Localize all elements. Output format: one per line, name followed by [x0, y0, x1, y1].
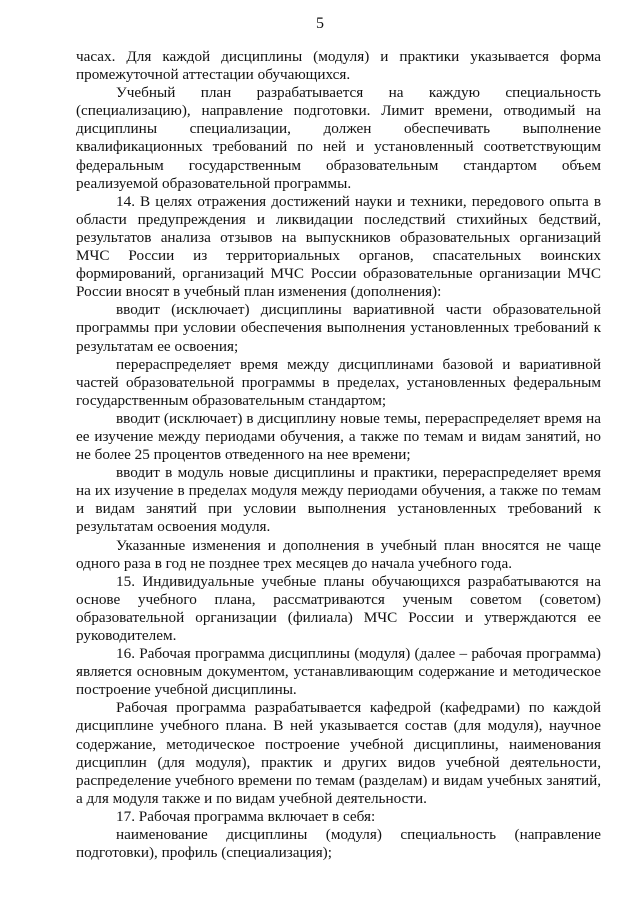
paragraph-continuation: часах. Для каждой дисциплины (модуля) и практики указывается форма промежуточной аттестации обучающихся. — [76, 48, 601, 84]
paragraph-item-16: 16. Рабочая программа дисциплины (модуля) (далее – рабочая программа) является основным документом, устанавливающим содержание и методическое построение учебной дисциплины. — [76, 645, 601, 699]
list-item-redistributes-time: перераспределяет время между дисциплинами базовой и вариативной частей образовательной программы в пределах, установленных федеральным государственным образовательным стандартом; — [76, 355, 601, 409]
paragraph-item-14: 14. В целях отражения достижений науки и техники, передового опыта в области предупреждения и ликвидации последствий стихийных бедствий, результатов анализа отзывов на выпускников образовательных организаций МЧС России из территориальных органов, спасательных воинских формирований, организаций МЧС России образовательные организации МЧС России вносят в учебный план изменения (дополнения): — [76, 192, 601, 301]
list-item-module-changes: вводит в модуль новые дисциплины и практики, перераспределяет время на их изучение в пределах модуля между периодами обучения, а также по темам и видам занятий при условии выполнения установленных требований к результатам освоения модуля. — [76, 464, 601, 536]
list-item-introduces-disciplines: вводит (исключает) дисциплины вариативной части образовательной программы при условии обеспечения выполнения установленных требований к результатам ее освоения; — [76, 301, 601, 355]
paragraph-item-15: 15. Индивидуальные учебные планы обучающихся разрабатываются на основе учебного плана, рассматриваются ученым советом (советом) образовательной организации (филиала) МЧС России и утверждаются ее руководителем. — [76, 572, 601, 644]
paragraph-curriculum-development: Учебный план разрабатывается на каждую специальность (специализацию), направление подготовки. Лимит времени, отводимый на дисциплины специализации, должен обеспечивать выполнение квалификационных требований по ней и установленный соответствующим федеральным государственным образовательным стандартом объем реализуемой образовательной программы. — [76, 84, 601, 192]
paragraph-changes-frequency: Указанные изменения и дополнения в учебный план вносятся не чаще одного раза в год не позднее трех месяцев до начала учебного года. — [76, 536, 601, 572]
document-body — [76, 48, 601, 862]
paragraph-item-17: 17. Рабочая программа включает в себя: — [116, 807, 376, 825]
list-item-discipline-name: наименование дисциплины (модуля) специальность (направление подготовки), профиль (специализация); — [76, 826, 601, 862]
page-number: 5 — [316, 15, 324, 32]
list-item-new-topics: вводит (исключает) в дисциплину новые темы, перераспределяет время на ее изучение между периодами обучения, а также по темам и видам занятий, но не более 25 процентов отведенного на нее времени; — [76, 409, 601, 464]
paragraph-work-program-development: Рабочая программа разрабатывается кафедрой (кафедрами) по каждой дисциплине учебного плана. В ней указывается состав (для модуля), научное содержание, методическое построение учебной дисциплины, наименования дисциплин (для модуля), практик и других видов учебной деятельности, распределение учебного времени по темам (разделам) и видам учебных занятий, а для модуля также и по видам учебной деятельности. — [76, 699, 601, 807]
